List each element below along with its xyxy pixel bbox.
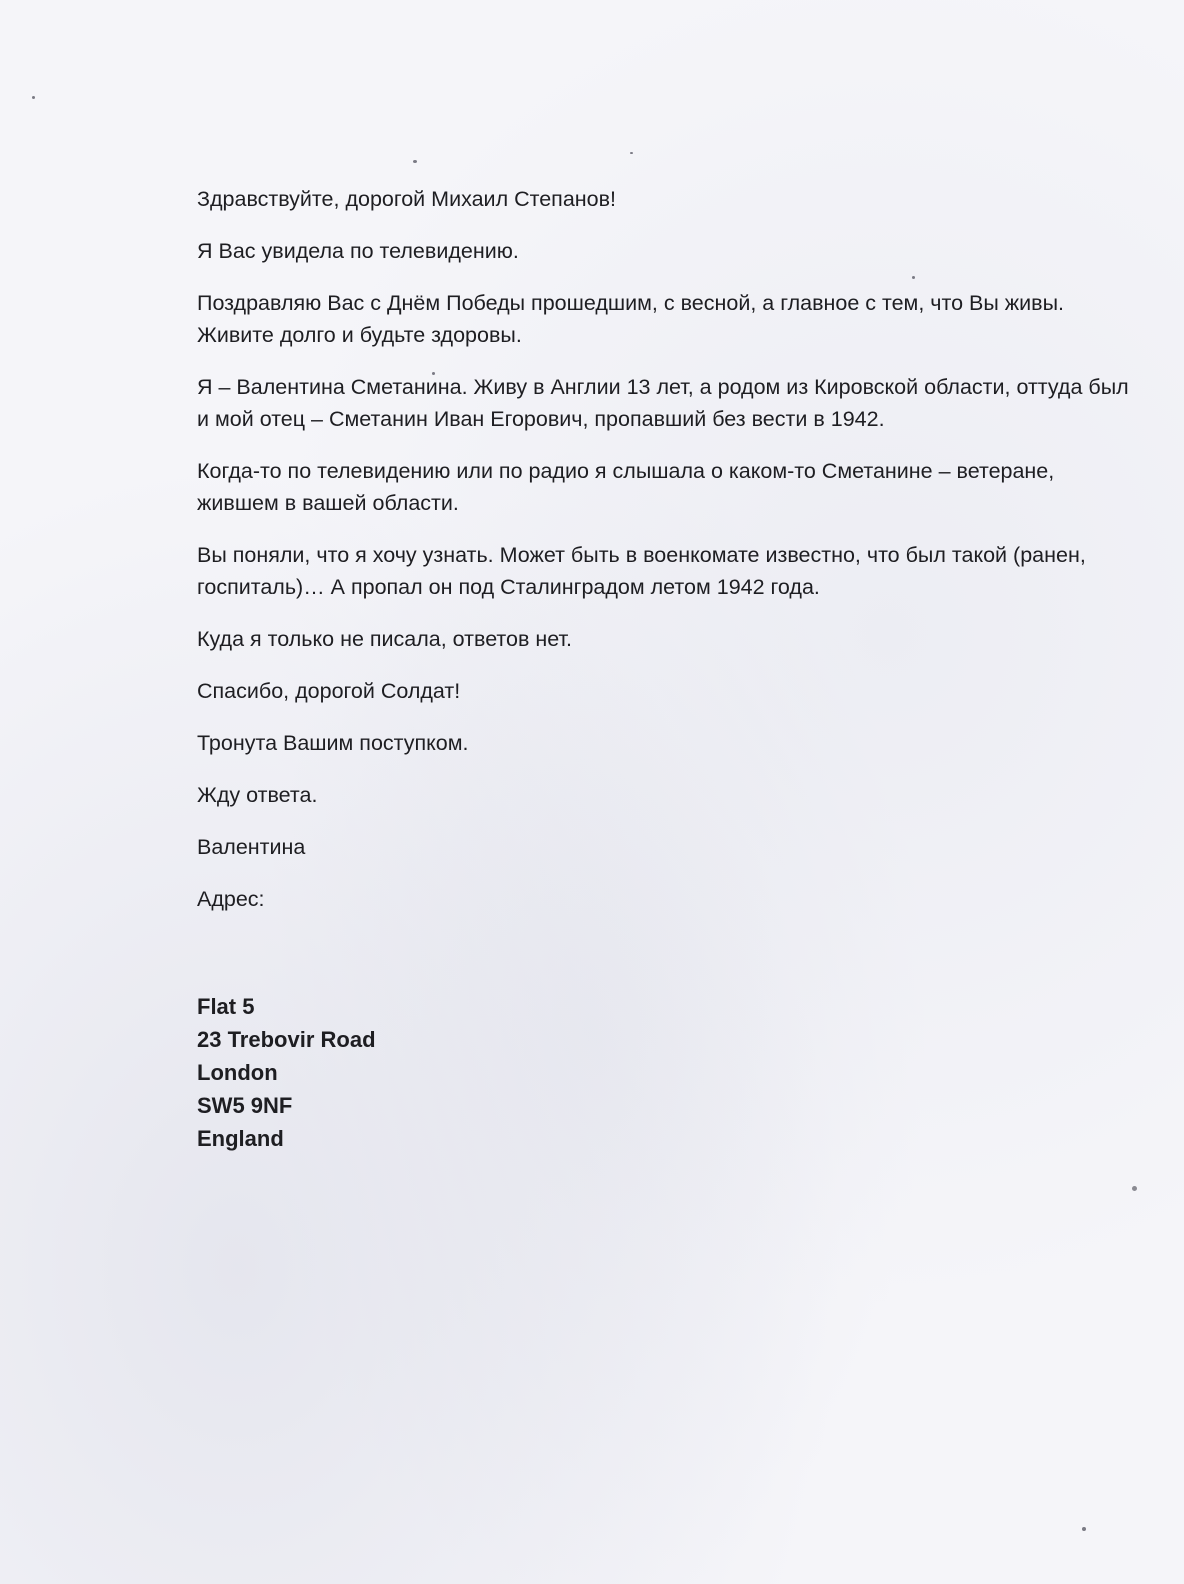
address-label: Адрес: — [197, 887, 265, 911]
address-line: 23 Trebovir Road — [197, 1027, 376, 1052]
letter-paragraph: Когда-то по телевидению или по радио я слышала о каком-то Сметанине – ветеране, жившем в вашей области. — [197, 459, 1055, 515]
letter-body — [197, 183, 1137, 935]
dust-speck — [1132, 1186, 1137, 1191]
dust-speck — [1082, 1527, 1086, 1531]
letter-paragraph: Тронута Вашим поступком. — [197, 731, 469, 755]
letter-greeting: Здравствуйте, дорогой Михаил Степанов! — [197, 187, 616, 211]
dust-speck — [32, 96, 35, 99]
letter-paragraph: Я – Валентина Сметанина. Живу в Англии 13 лет, а родом из Кировской области, оттуда был и мой отец – Сметанин Иван Егорович, пропавший без вести в 1942. — [197, 375, 1129, 431]
address-line: Flat 5 — [197, 994, 255, 1019]
letter-paragraph: Жду ответа. — [197, 783, 318, 807]
address-line: SW5 9NF — [197, 1093, 293, 1118]
letter-paragraph: Я Вас увидела по телевидению. — [197, 239, 519, 263]
letter-paragraph: Вы поняли, что я хочу узнать. Может быть в военкомате известно, что был такой (ранен, госпиталь)… А пропал он под Сталинградом летом 1942 года. — [197, 543, 1086, 599]
address-line: England — [197, 1126, 284, 1151]
letter-signature: Валентина — [197, 835, 306, 859]
postal-address — [197, 990, 376, 1155]
address-line: London — [197, 1060, 278, 1085]
letter-paragraph: Поздравляю Вас с Днём Победы прошедшим, с весной, а главное с тем, что Вы живы. Живите долго и будьте здоровы. — [197, 291, 1065, 347]
dust-speck — [630, 152, 633, 154]
letter-paragraph: Спасибо, дорогой Солдат! — [197, 679, 461, 703]
letter-paragraph: Куда я только не писала, ответов нет. — [197, 627, 572, 651]
dust-speck — [413, 160, 417, 163]
